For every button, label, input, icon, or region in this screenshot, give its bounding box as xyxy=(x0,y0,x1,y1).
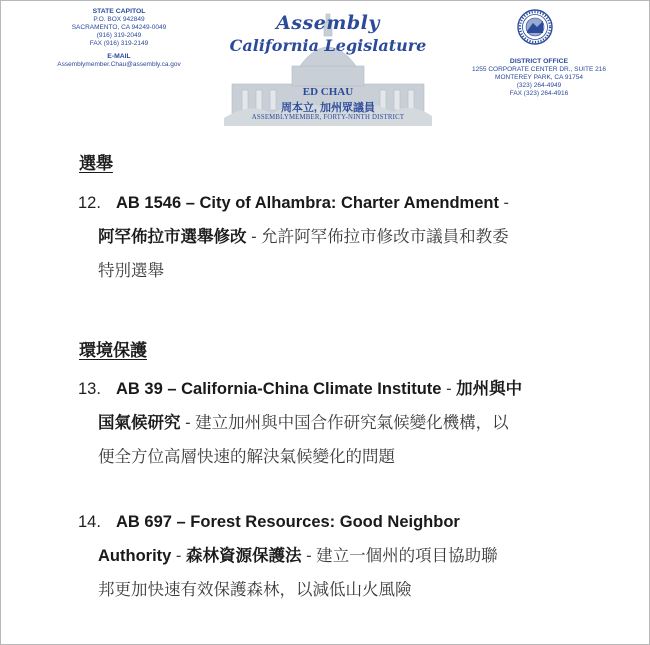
fax-line: FAX (916) 319-2149 xyxy=(89,40,149,47)
district-office-address xyxy=(462,58,616,98)
bill-line xyxy=(78,220,578,254)
address-line: 1255 CORPORATE CENTER DR., SUITE 216 xyxy=(472,66,606,73)
bill-description: 便全方位高層快速的解決氣候變化的問題 xyxy=(98,448,395,466)
bill-line xyxy=(78,372,578,406)
bill-item xyxy=(78,505,578,607)
bill-line xyxy=(78,186,578,220)
bill-title-chinese: 加州與中 xyxy=(456,380,523,398)
assembly-title: Assembly xyxy=(276,12,380,34)
bill-number: 13. xyxy=(78,380,101,398)
bill-description: - 允許阿罕佈拉市修改市議員和教委 xyxy=(246,228,509,246)
phone-line: (323) 264-4949 xyxy=(516,82,562,89)
member-name: ED CHAU xyxy=(302,86,354,98)
member-name-chinese: 周本立, 加州眾議員 xyxy=(280,102,376,114)
bill-number: 12. xyxy=(78,194,101,212)
state-seal-icon xyxy=(517,9,553,45)
bill-number: 14. xyxy=(78,513,101,531)
member-role: ASSEMBLYMEMBER, FORTY-NINTH DISTRICT xyxy=(251,114,405,121)
bill-line xyxy=(78,406,578,440)
address-line: MONTEREY PARK, CA 91754 xyxy=(495,74,583,81)
separator: - xyxy=(498,194,510,212)
email-address: Assemblymember.Chau@assembly.ca.gov xyxy=(57,61,181,68)
bill-title-chinese: 阿罕佈拉市選舉修改 xyxy=(98,228,247,246)
separator: - xyxy=(441,380,457,398)
bill-title: Authority xyxy=(98,547,172,565)
bill-title: AB 697 – Forest Resources: Good Neighbor xyxy=(116,513,460,531)
letterhead-center xyxy=(222,6,434,126)
bill-title-chinese: 国氣候研究 xyxy=(98,414,181,432)
email-heading: E-MAIL xyxy=(107,53,131,60)
state-capitol-heading: STATE CAPITOL xyxy=(92,8,146,15)
bill-title: AB 39 – California-China Climate Institute xyxy=(116,380,442,398)
bill-description: 特別選舉 xyxy=(98,262,164,280)
district-office-heading: DISTRICT OFFICE xyxy=(509,58,569,65)
section-heading-elections: 選舉 xyxy=(79,154,113,173)
bill-item xyxy=(78,186,578,288)
bill-line xyxy=(78,505,578,539)
bill-description: - 建立加州與中国合作研究氣候變化機構，以 xyxy=(180,414,509,432)
address-line: P.O. BOX 942849 xyxy=(93,16,145,23)
bill-item xyxy=(78,372,578,474)
bill-title-chinese: 森林資源保護法 xyxy=(186,547,302,565)
legislature-title: California Legislature xyxy=(229,36,427,55)
bill-line xyxy=(78,539,578,573)
separator: - xyxy=(171,547,186,565)
fax-line: FAX (323) 264-4916 xyxy=(509,90,569,97)
phone-line: (916) 319-2049 xyxy=(96,32,142,39)
state-capitol-address xyxy=(44,8,194,69)
address-line: SACRAMENTO, CA 94249-0049 xyxy=(71,24,167,31)
bill-title: AB 1546 – City of Alhambra: Charter Amendment xyxy=(116,194,499,212)
section-heading-environment: 環境保護 xyxy=(79,341,147,360)
bill-description: - 建立一個州的項目協助聯 xyxy=(301,547,498,565)
bill-description: 邦更加快速有效保護森林，以減低山火風險 xyxy=(98,581,412,599)
